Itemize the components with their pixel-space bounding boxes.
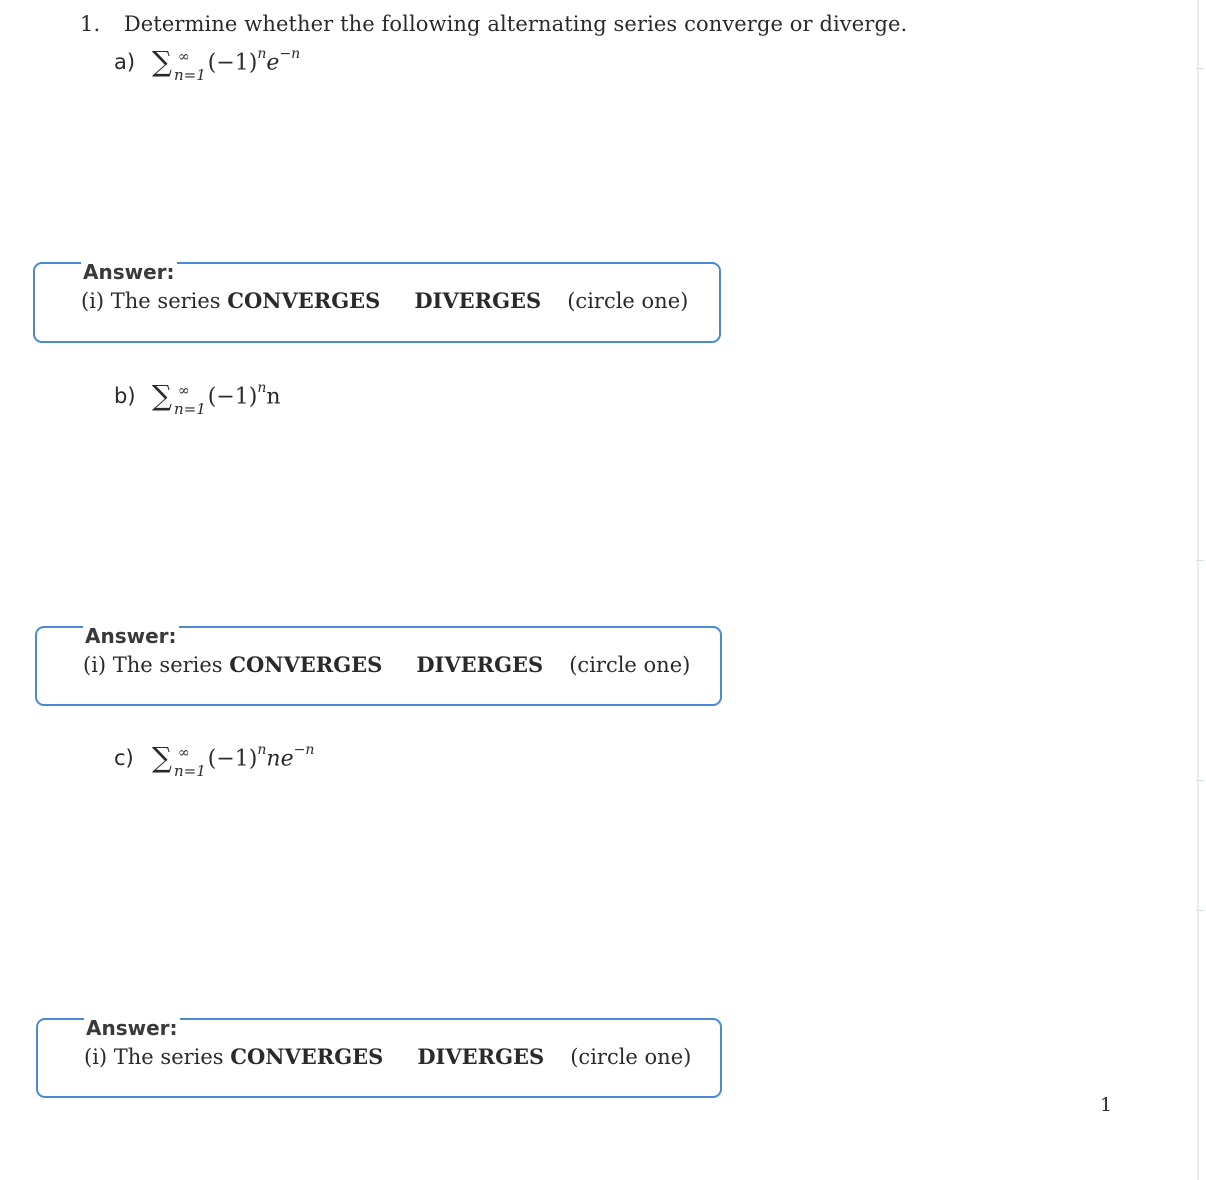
term-factor: e <box>266 50 280 75</box>
circle-one-note: (circle one) <box>570 1045 692 1069</box>
lower-limit: n=1 <box>174 400 206 418</box>
answer-heading: Answer: <box>86 1016 178 1040</box>
question-text: Determine whether the following alternating series converge or diverge. <box>123 12 908 36</box>
answer-prefix: (i) The series <box>84 1045 231 1069</box>
lower-limit: n=1 <box>174 66 206 84</box>
part-c-expression <box>114 742 314 783</box>
answer-heading: Answer: <box>83 260 175 284</box>
term-exponent-2: −n <box>293 741 315 758</box>
part-a-expression <box>114 46 300 87</box>
option-diverges[interactable]: DIVERGES <box>417 1044 545 1069</box>
option-converges[interactable]: CONVERGES <box>230 1044 384 1069</box>
term-exponent: n <box>257 379 267 396</box>
term-factor: ne <box>266 746 294 771</box>
upper-limit: ∞ <box>178 49 190 65</box>
page-edge <box>1197 0 1199 1180</box>
part-b-expression <box>114 380 281 421</box>
part-label: a) <box>114 50 136 74</box>
margin-tick <box>1196 560 1204 561</box>
term-exponent: n <box>257 45 267 62</box>
sum-limits <box>174 745 206 793</box>
series-term <box>207 45 301 75</box>
term-base: (−1) <box>207 746 258 771</box>
part-label: b) <box>114 384 136 408</box>
answer-box-c <box>36 1018 722 1098</box>
option-converges[interactable]: CONVERGES <box>227 288 381 313</box>
term-exponent: n <box>257 741 267 758</box>
question-number: 1. <box>80 12 101 36</box>
answer-line <box>83 652 690 677</box>
term-base: (−1) <box>207 384 258 409</box>
option-diverges[interactable]: DIVERGES <box>414 288 542 313</box>
lower-limit: n=1 <box>174 762 206 780</box>
answer-prefix: (i) The series <box>83 653 230 677</box>
part-label: c) <box>114 746 134 770</box>
term-exponent-2: −n <box>279 45 301 62</box>
series-term <box>207 379 281 409</box>
term-factor: n <box>266 384 281 409</box>
option-diverges[interactable]: DIVERGES <box>416 652 544 677</box>
answer-line <box>84 1044 691 1069</box>
sigma-symbol: ∑ <box>152 741 172 774</box>
sum-limits <box>174 49 206 97</box>
margin-tick <box>1196 68 1204 69</box>
circle-one-note: (circle one) <box>569 653 691 677</box>
answer-prefix: (i) The series <box>81 289 228 313</box>
sigma-symbol: ∑ <box>152 379 172 412</box>
question-title <box>80 12 907 36</box>
margin-tick <box>1196 780 1204 781</box>
page-number: 1 <box>1100 1094 1113 1116</box>
answer-heading: Answer: <box>85 624 177 648</box>
option-converges[interactable]: CONVERGES <box>229 652 383 677</box>
answer-line <box>81 288 688 313</box>
term-base: (−1) <box>207 50 258 75</box>
circle-one-note: (circle one) <box>567 289 689 313</box>
upper-limit: ∞ <box>178 745 190 761</box>
series-term <box>207 741 315 771</box>
sigma-symbol: ∑ <box>152 45 172 78</box>
answer-box-a <box>33 262 721 343</box>
margin-tick <box>1196 910 1204 911</box>
upper-limit: ∞ <box>178 383 190 399</box>
answer-box-b <box>35 626 722 706</box>
sum-limits <box>174 383 206 431</box>
